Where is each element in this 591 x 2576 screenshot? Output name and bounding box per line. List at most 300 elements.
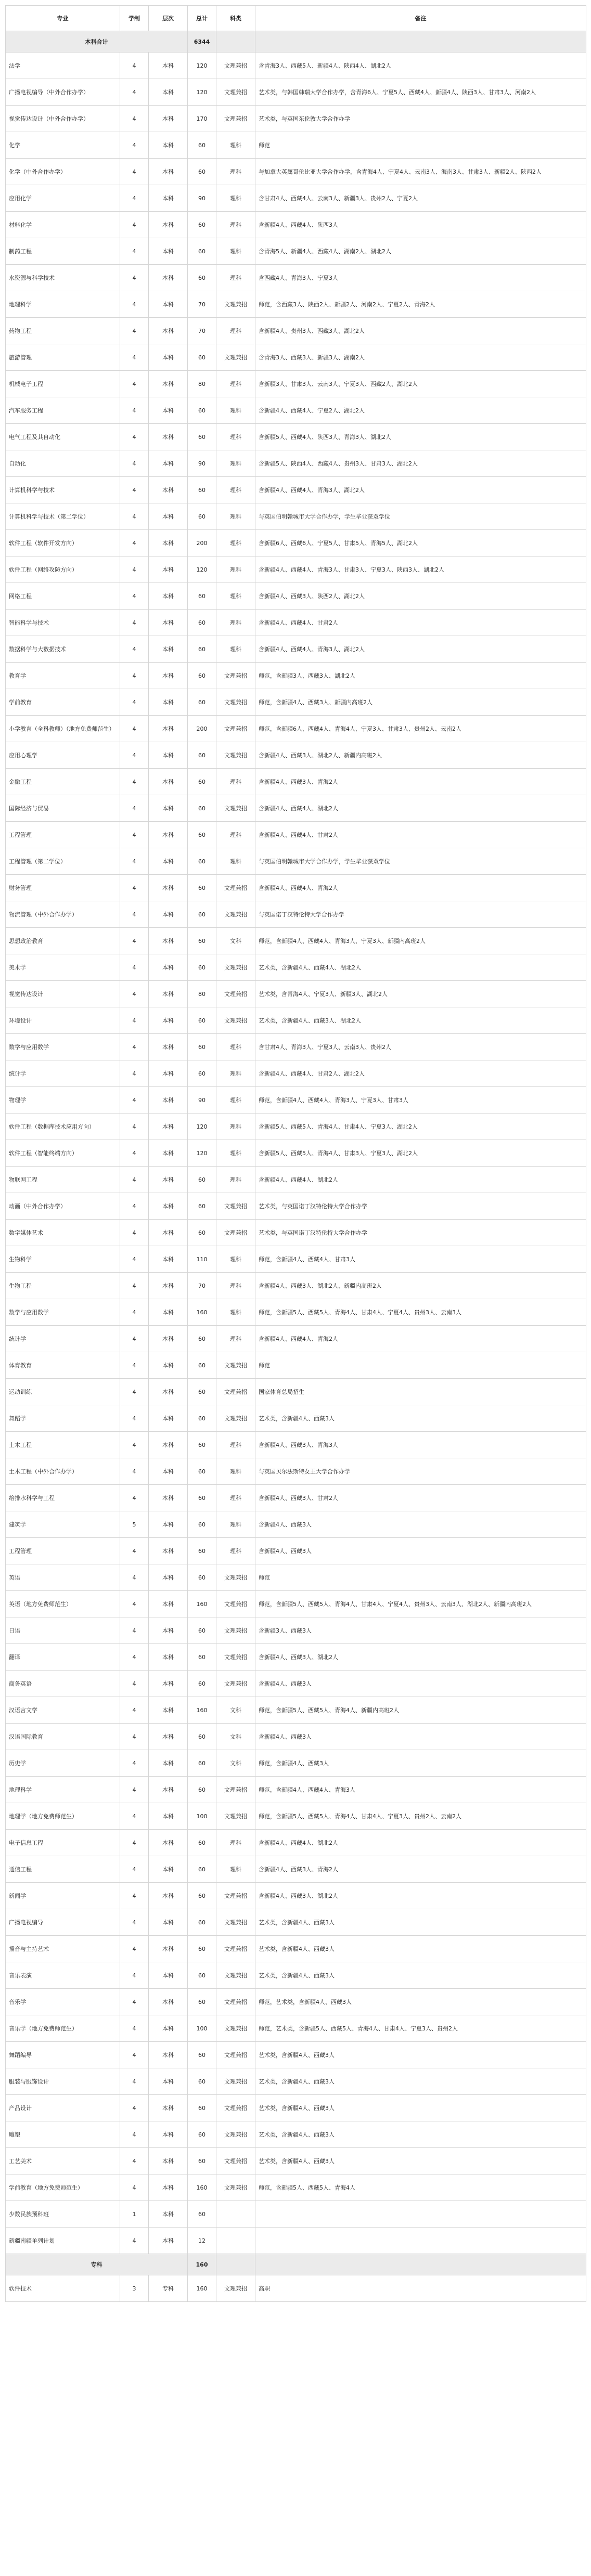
notes-cell: 含新疆4人、西藏3人 bbox=[255, 1724, 586, 1750]
total-cell: 90 bbox=[188, 185, 216, 212]
major-cell: 物流管理（中外合作办学） bbox=[6, 901, 120, 928]
level-cell: 本科 bbox=[149, 1856, 188, 1883]
duration-cell: 4 bbox=[120, 2174, 149, 2201]
table-row bbox=[6, 1538, 586, 1564]
level-cell: 本科 bbox=[149, 848, 188, 875]
major-cell: 数据科学与大数据技术 bbox=[6, 636, 120, 663]
notes-cell: 含新疆4人、西藏4人、甘肃2人 bbox=[255, 822, 586, 848]
level-cell: 本科 bbox=[149, 2174, 188, 2201]
major-cell: 数学与应用数学 bbox=[6, 1034, 120, 1060]
duration-cell: 4 bbox=[120, 397, 149, 424]
level-cell: 本科 bbox=[149, 132, 188, 159]
table-row bbox=[6, 1458, 586, 1485]
category-cell: 文理兼招 bbox=[216, 901, 255, 928]
table-row bbox=[6, 2174, 586, 2201]
category-cell: 理科 bbox=[216, 1458, 255, 1485]
duration-cell: 4 bbox=[120, 2015, 149, 2042]
duration-cell: 4 bbox=[120, 556, 149, 583]
table-row bbox=[6, 1617, 586, 1644]
table-row bbox=[6, 1299, 586, 1326]
level-cell: 本科 bbox=[149, 1989, 188, 2015]
duration-cell: 4 bbox=[120, 1936, 149, 1962]
level-cell: 本科 bbox=[149, 1060, 188, 1087]
notes-cell: 师范，含新疆5人、西藏5人、青海4人、甘肃4人、宁夏3人、贵州2人、云南2人 bbox=[255, 1803, 586, 1830]
duration-cell: 4 bbox=[120, 1909, 149, 1936]
table-row bbox=[6, 556, 586, 583]
duration-cell: 4 bbox=[120, 1007, 149, 1034]
category-cell: 文理兼招 bbox=[216, 2275, 255, 2302]
total-cell: 60 bbox=[188, 212, 216, 238]
category-cell: 文理兼招 bbox=[216, 1883, 255, 1909]
total-cell: 60 bbox=[188, 1538, 216, 1564]
category-cell: 文理兼招 bbox=[216, 875, 255, 901]
notes-cell: 含新疆5人、西藏4人、陕西3人、青海3人、湖北2人 bbox=[255, 424, 586, 450]
duration-cell: 4 bbox=[120, 1167, 149, 1193]
level-cell: 本科 bbox=[149, 1220, 188, 1246]
category-cell: 文理兼招 bbox=[216, 1564, 255, 1591]
major-cell: 音乐表演 bbox=[6, 1962, 120, 1989]
level-cell: 本科 bbox=[149, 344, 188, 371]
level-cell: 本科 bbox=[149, 1405, 188, 1432]
notes-cell: 高职 bbox=[255, 2275, 586, 2302]
table-row bbox=[6, 1644, 586, 1671]
duration-cell: 4 bbox=[120, 822, 149, 848]
major-cell: 自动化 bbox=[6, 450, 120, 477]
total-cell: 60 bbox=[188, 1883, 216, 1909]
category-cell: 理科 bbox=[216, 1830, 255, 1856]
category-cell: 理科 bbox=[216, 318, 255, 344]
notes-cell: 含新疆4人、西藏3人、湖北2人 bbox=[255, 1644, 586, 1671]
total-cell: 60 bbox=[188, 1724, 216, 1750]
level-cell: 本科 bbox=[149, 1273, 188, 1299]
duration-cell: 4 bbox=[120, 291, 149, 318]
table-row bbox=[6, 1803, 586, 1830]
duration-cell: 4 bbox=[120, 769, 149, 795]
duration-cell: 4 bbox=[120, 848, 149, 875]
table-row bbox=[6, 1671, 586, 1697]
category-cell: 理科 bbox=[216, 1326, 255, 1352]
table-row bbox=[6, 1777, 586, 1803]
duration-cell: 4 bbox=[120, 981, 149, 1007]
table-row bbox=[6, 610, 586, 636]
notes-cell: 含新疆4人、贵州3人、西藏3人、湖北2人 bbox=[255, 318, 586, 344]
major-cell: 播音与主持艺术 bbox=[6, 1936, 120, 1962]
table-row bbox=[6, 716, 586, 742]
total-cell: 60 bbox=[188, 663, 216, 689]
table-row bbox=[6, 1405, 586, 1432]
category-cell: 理科 bbox=[216, 1060, 255, 1087]
level-cell: 本科 bbox=[149, 1326, 188, 1352]
major-cell: 汉语国际教育 bbox=[6, 1724, 120, 1750]
header-notes: 备注 bbox=[255, 6, 586, 31]
level-cell: 本科 bbox=[149, 1352, 188, 1379]
category-cell: 文理兼招 bbox=[216, 742, 255, 769]
duration-cell: 1 bbox=[120, 2201, 149, 2228]
level-cell: 本科 bbox=[149, 610, 188, 636]
duration-cell: 4 bbox=[120, 1352, 149, 1379]
major-cell: 汽车服务工程 bbox=[6, 397, 120, 424]
table-row bbox=[6, 2228, 586, 2254]
category-cell: 文理兼招 bbox=[216, 716, 255, 742]
duration-cell: 4 bbox=[120, 1405, 149, 1432]
total-cell: 60 bbox=[188, 1909, 216, 1936]
notes-cell: 含新疆5人、陕西4人、西藏4人、贵州3人、甘肃3人、湖北2人 bbox=[255, 450, 586, 477]
duration-cell: 4 bbox=[120, 583, 149, 610]
level-cell: 本科 bbox=[149, 663, 188, 689]
level-cell: 本科 bbox=[149, 1299, 188, 1326]
total-cell: 60 bbox=[188, 1326, 216, 1352]
level-cell: 本科 bbox=[149, 742, 188, 769]
major-cell: 翻译 bbox=[6, 1644, 120, 1671]
total-cell: 60 bbox=[188, 928, 216, 954]
level-cell: 本科 bbox=[149, 477, 188, 503]
duration-cell: 4 bbox=[120, 1034, 149, 1060]
category-cell: 理科 bbox=[216, 1140, 255, 1167]
notes-cell bbox=[255, 2228, 586, 2254]
table-row bbox=[6, 1167, 586, 1193]
major-cell: 视觉传达设计（中外合作办学） bbox=[6, 106, 120, 132]
duration-cell: 4 bbox=[120, 1856, 149, 1883]
level-cell: 本科 bbox=[149, 1962, 188, 1989]
duration-cell: 4 bbox=[120, 636, 149, 663]
level-cell: 本科 bbox=[149, 1724, 188, 1750]
table-row bbox=[6, 981, 586, 1007]
total-cell: 60 bbox=[188, 1220, 216, 1246]
level-cell: 本科 bbox=[149, 2015, 188, 2042]
table-row bbox=[6, 132, 586, 159]
total-cell: 160 bbox=[188, 1299, 216, 1326]
level-cell: 本科 bbox=[149, 2095, 188, 2121]
duration-cell: 4 bbox=[120, 159, 149, 185]
category-cell: 理科 bbox=[216, 185, 255, 212]
category-cell bbox=[216, 2228, 255, 2254]
table-row bbox=[6, 1246, 586, 1273]
duration-cell: 4 bbox=[120, 371, 149, 397]
notes-cell: 含新疆4人、西藏3人、甘肃2人 bbox=[255, 1485, 586, 1511]
level-cell: 本科 bbox=[149, 1591, 188, 1617]
total-cell: 60 bbox=[188, 344, 216, 371]
level-cell: 本科 bbox=[149, 1140, 188, 1167]
notes-cell: 含新疆4人、西藏3人、青海3人 bbox=[255, 1432, 586, 1458]
duration-cell: 4 bbox=[120, 2068, 149, 2095]
table-row bbox=[6, 1591, 586, 1617]
category-cell: 文理兼招 bbox=[216, 1777, 255, 1803]
major-cell: 应用化学 bbox=[6, 185, 120, 212]
total-cell: 170 bbox=[188, 106, 216, 132]
level-cell: 本科 bbox=[149, 79, 188, 106]
total-cell: 60 bbox=[188, 1750, 216, 1777]
level-cell: 本科 bbox=[149, 1883, 188, 1909]
notes-cell: 含新疆4人、西藏4人、湖北2人 bbox=[255, 1167, 586, 1193]
total-cell: 60 bbox=[188, 2201, 216, 2228]
table-row bbox=[6, 636, 586, 663]
header-total: 总计 bbox=[188, 6, 216, 31]
total-cell: 60 bbox=[188, 477, 216, 503]
category-cell: 理科 bbox=[216, 769, 255, 795]
table-row bbox=[6, 1883, 586, 1909]
total-cell: 60 bbox=[188, 1352, 216, 1379]
duration-cell: 4 bbox=[120, 928, 149, 954]
table-row bbox=[6, 2148, 586, 2174]
duration-cell: 4 bbox=[120, 1830, 149, 1856]
total-cell: 60 bbox=[188, 689, 216, 716]
duration-cell: 4 bbox=[120, 1060, 149, 1087]
section-empty-cell bbox=[216, 2254, 255, 2275]
notes-cell: 含新疆4人、西藏3人、湖北2人 bbox=[255, 1883, 586, 1909]
major-cell: 工艺美术 bbox=[6, 2148, 120, 2174]
level-cell: 本科 bbox=[149, 795, 188, 822]
total-cell: 60 bbox=[188, 1167, 216, 1193]
level-cell: 本科 bbox=[149, 822, 188, 848]
notes-cell: 含西藏4人、青海3人、宁夏3人 bbox=[255, 265, 586, 291]
table-row bbox=[6, 1962, 586, 1989]
category-cell: 文理兼招 bbox=[216, 1379, 255, 1405]
category-cell: 理科 bbox=[216, 265, 255, 291]
category-cell: 理科 bbox=[216, 1432, 255, 1458]
duration-cell: 4 bbox=[120, 344, 149, 371]
total-cell: 60 bbox=[188, 1034, 216, 1060]
notes-cell: 艺术类，含新疆4人、西藏3人 bbox=[255, 2148, 586, 2174]
notes-cell: 艺术类，含新疆4人、西藏4人、湖北2人 bbox=[255, 954, 586, 981]
major-cell: 化学 bbox=[6, 132, 120, 159]
level-cell: 本科 bbox=[149, 1830, 188, 1856]
level-cell: 本科 bbox=[149, 238, 188, 265]
level-cell: 本科 bbox=[149, 1432, 188, 1458]
notes-cell: 含新疆4人、西藏4人、甘肃2人 bbox=[255, 610, 586, 636]
notes-cell: 师范，含新疆4人、西藏4人、青海3人、宁夏3人、甘肃3人 bbox=[255, 1087, 586, 1114]
category-cell: 理科 bbox=[216, 1167, 255, 1193]
duration-cell: 4 bbox=[120, 875, 149, 901]
major-cell: 制药工程 bbox=[6, 238, 120, 265]
category-cell: 理科 bbox=[216, 159, 255, 185]
category-cell: 文理兼招 bbox=[216, 954, 255, 981]
duration-cell: 4 bbox=[120, 265, 149, 291]
duration-cell: 4 bbox=[120, 1750, 149, 1777]
total-cell: 120 bbox=[188, 53, 216, 79]
major-cell: 数学与应用数学 bbox=[6, 1299, 120, 1326]
duration-cell: 4 bbox=[120, 132, 149, 159]
total-cell: 60 bbox=[188, 954, 216, 981]
major-cell: 地理科学 bbox=[6, 1777, 120, 1803]
notes-cell: 含新疆4人、西藏4人、青海2人 bbox=[255, 875, 586, 901]
notes-cell: 与英国诺丁汉特伦特大学合作办学 bbox=[255, 901, 586, 928]
table-row bbox=[6, 1060, 586, 1087]
table-header bbox=[6, 6, 586, 31]
category-cell: 理科 bbox=[216, 132, 255, 159]
notes-cell: 艺术类，含新疆4人、西藏3人 bbox=[255, 1936, 586, 1962]
notes-cell: 艺术类，含青海4人、宁夏3人、新疆3人、湖北2人 bbox=[255, 981, 586, 1007]
notes-cell: 师范，含新疆5人、西藏5人、青海4人、新疆内高班2人 bbox=[255, 1697, 586, 1724]
notes-cell: 含新疆4人、西藏4人、陕西3人 bbox=[255, 212, 586, 238]
duration-cell: 4 bbox=[120, 1220, 149, 1246]
notes-cell: 艺术类，含新疆4人、西藏3人 bbox=[255, 1909, 586, 1936]
table-row bbox=[6, 106, 586, 132]
major-cell: 机械电子工程 bbox=[6, 371, 120, 397]
major-cell: 学前教育 bbox=[6, 689, 120, 716]
category-cell: 文科 bbox=[216, 928, 255, 954]
category-cell: 文理兼招 bbox=[216, 1591, 255, 1617]
notes-cell: 师范，含西藏3人、陕西2人、新疆2人、河南2人、宁夏2人、青海2人 bbox=[255, 291, 586, 318]
duration-cell: 4 bbox=[120, 2042, 149, 2068]
table-row bbox=[6, 1697, 586, 1724]
table-row bbox=[6, 954, 586, 981]
table-row bbox=[6, 79, 586, 106]
total-cell: 60 bbox=[188, 503, 216, 530]
major-cell: 水资源与科学技术 bbox=[6, 265, 120, 291]
level-cell: 本科 bbox=[149, 1936, 188, 1962]
notes-cell: 含新疆3人、西藏3人 bbox=[255, 1617, 586, 1644]
major-cell: 生物工程 bbox=[6, 1273, 120, 1299]
level-cell: 本科 bbox=[149, 556, 188, 583]
duration-cell: 4 bbox=[120, 1193, 149, 1220]
total-cell: 60 bbox=[188, 1962, 216, 1989]
major-cell: 教育学 bbox=[6, 663, 120, 689]
total-cell: 60 bbox=[188, 901, 216, 928]
table-row bbox=[6, 742, 586, 769]
table-row bbox=[6, 1193, 586, 1220]
major-cell: 广播电视编导（中外合作办学） bbox=[6, 79, 120, 106]
major-cell: 土木工程（中外合作办学） bbox=[6, 1458, 120, 1485]
total-cell: 60 bbox=[188, 1830, 216, 1856]
level-cell: 本科 bbox=[149, 716, 188, 742]
table-row bbox=[6, 2015, 586, 2042]
notes-cell: 师范，含新疆4人、西藏3人、新疆内高班2人 bbox=[255, 689, 586, 716]
category-cell: 文理兼招 bbox=[216, 663, 255, 689]
notes-cell: 师范，含新疆5人、西藏5人、青海4人 bbox=[255, 2174, 586, 2201]
level-cell: 本科 bbox=[149, 2121, 188, 2148]
duration-cell: 4 bbox=[120, 1326, 149, 1352]
major-cell: 金融工程 bbox=[6, 769, 120, 795]
notes-cell: 含新疆3人、甘肃3人、云南3人、宁夏3人、西藏2人、湖北2人 bbox=[255, 371, 586, 397]
total-cell: 160 bbox=[188, 2275, 216, 2302]
duration-cell: 4 bbox=[120, 716, 149, 742]
table-row bbox=[6, 1830, 586, 1856]
category-cell: 文理兼招 bbox=[216, 1909, 255, 1936]
notes-cell: 含新疆4人、西藏3人、陕西2人、湖北2人 bbox=[255, 583, 586, 610]
duration-cell: 4 bbox=[120, 795, 149, 822]
major-cell: 环境设计 bbox=[6, 1007, 120, 1034]
duration-cell: 4 bbox=[120, 1432, 149, 1458]
category-cell: 理科 bbox=[216, 238, 255, 265]
major-cell: 物理学 bbox=[6, 1087, 120, 1114]
level-cell: 本科 bbox=[149, 53, 188, 79]
level-cell: 本科 bbox=[149, 212, 188, 238]
category-cell: 文理兼招 bbox=[216, 795, 255, 822]
category-cell: 理科 bbox=[216, 530, 255, 556]
notes-cell: 国家体育总局招生 bbox=[255, 1379, 586, 1405]
table-row bbox=[6, 1273, 586, 1299]
table-row bbox=[6, 1007, 586, 1034]
duration-cell: 4 bbox=[120, 2121, 149, 2148]
table-row bbox=[6, 848, 586, 875]
table-row bbox=[6, 901, 586, 928]
notes-cell: 艺术类，含新疆4人、西藏3人 bbox=[255, 1962, 586, 1989]
category-cell: 文理兼招 bbox=[216, 1617, 255, 1644]
level-cell: 本科 bbox=[149, 397, 188, 424]
table-row bbox=[6, 371, 586, 397]
table-row bbox=[6, 795, 586, 822]
major-cell: 运动训练 bbox=[6, 1379, 120, 1405]
major-cell: 产品设计 bbox=[6, 2095, 120, 2121]
duration-cell: 4 bbox=[120, 954, 149, 981]
total-cell: 120 bbox=[188, 556, 216, 583]
major-cell: 旅游管理 bbox=[6, 344, 120, 371]
level-cell: 本科 bbox=[149, 159, 188, 185]
total-cell: 60 bbox=[188, 1617, 216, 1644]
total-cell: 60 bbox=[188, 424, 216, 450]
section-total: 6344 bbox=[188, 31, 216, 53]
duration-cell: 4 bbox=[120, 1989, 149, 2015]
level-cell: 本科 bbox=[149, 1007, 188, 1034]
category-cell: 文理兼招 bbox=[216, 2095, 255, 2121]
table-row bbox=[6, 424, 586, 450]
major-cell: 小学教育（全科教师）（地方免费师范生） bbox=[6, 716, 120, 742]
duration-cell: 4 bbox=[120, 1697, 149, 1724]
duration-cell: 4 bbox=[120, 1379, 149, 1405]
notes-cell: 含新疆4人、西藏4人、湖北2人 bbox=[255, 795, 586, 822]
duration-cell: 4 bbox=[120, 1246, 149, 1273]
notes-cell: 师范，含新疆4人、西藏4人、甘肃3人 bbox=[255, 1246, 586, 1273]
notes-cell: 师范 bbox=[255, 1352, 586, 1379]
total-cell: 60 bbox=[188, 1432, 216, 1458]
section-total: 160 bbox=[188, 2254, 216, 2275]
level-cell: 本科 bbox=[149, 1909, 188, 1936]
category-cell: 理科 bbox=[216, 610, 255, 636]
major-cell: 地理学（地方免费师范生） bbox=[6, 1803, 120, 1830]
major-cell: 软件工程（网络攻防方向） bbox=[6, 556, 120, 583]
major-cell: 智能科学与技术 bbox=[6, 610, 120, 636]
duration-cell: 4 bbox=[120, 1617, 149, 1644]
enrollment-table bbox=[5, 5, 586, 2302]
section-empty-cell bbox=[255, 31, 586, 53]
header-category: 科类 bbox=[216, 6, 255, 31]
major-cell: 法学 bbox=[6, 53, 120, 79]
table-row bbox=[6, 2121, 586, 2148]
total-cell: 12 bbox=[188, 2228, 216, 2254]
notes-cell: 含甘肃4人、西藏4人、云南3人、新疆3人、贵州2人、宁夏2人 bbox=[255, 185, 586, 212]
major-cell: 英语（地方免费师范生） bbox=[6, 1591, 120, 1617]
total-cell: 60 bbox=[188, 397, 216, 424]
level-cell: 本科 bbox=[149, 1511, 188, 1538]
category-cell: 理科 bbox=[216, 1034, 255, 1060]
total-cell: 60 bbox=[188, 1485, 216, 1511]
table-row bbox=[6, 1140, 586, 1167]
notes-cell: 师范，含新疆4人、西藏4人、青海3人、宁夏3人、新疆内高班2人 bbox=[255, 928, 586, 954]
notes-cell: 含新疆4人、西藏4人、青海3人、湖北2人 bbox=[255, 477, 586, 503]
total-cell: 60 bbox=[188, 238, 216, 265]
table-row bbox=[6, 53, 586, 79]
notes-cell: 师范，含新疆4人、西藏4人、青海3人 bbox=[255, 1777, 586, 1803]
header-duration: 学制 bbox=[120, 6, 149, 31]
duration-cell: 4 bbox=[120, 610, 149, 636]
level-cell: 本科 bbox=[149, 1617, 188, 1644]
major-cell: 建筑学 bbox=[6, 1511, 120, 1538]
category-cell: 文理兼招 bbox=[216, 1352, 255, 1379]
major-cell: 地理科学 bbox=[6, 291, 120, 318]
category-cell: 文理兼招 bbox=[216, 2121, 255, 2148]
level-cell: 本科 bbox=[149, 689, 188, 716]
category-cell: 理科 bbox=[216, 1856, 255, 1883]
category-cell: 理科 bbox=[216, 636, 255, 663]
major-cell: 视觉传达设计 bbox=[6, 981, 120, 1007]
level-cell: 本科 bbox=[149, 1485, 188, 1511]
notes-cell: 含新疆5人、西藏5人、青海4人、甘肃4人、宁夏3人、湖北2人 bbox=[255, 1114, 586, 1140]
major-cell: 软件工程（智能终端方向） bbox=[6, 1140, 120, 1167]
notes-cell: 含新疆5人、西藏5人、青海4人、甘肃3人、宁夏3人、湖北2人 bbox=[255, 1140, 586, 1167]
notes-cell: 与英国伯明翰城市大学合作办学，学生毕业获双学位 bbox=[255, 848, 586, 875]
category-cell: 文理兼招 bbox=[216, 79, 255, 106]
table-row bbox=[6, 1724, 586, 1750]
